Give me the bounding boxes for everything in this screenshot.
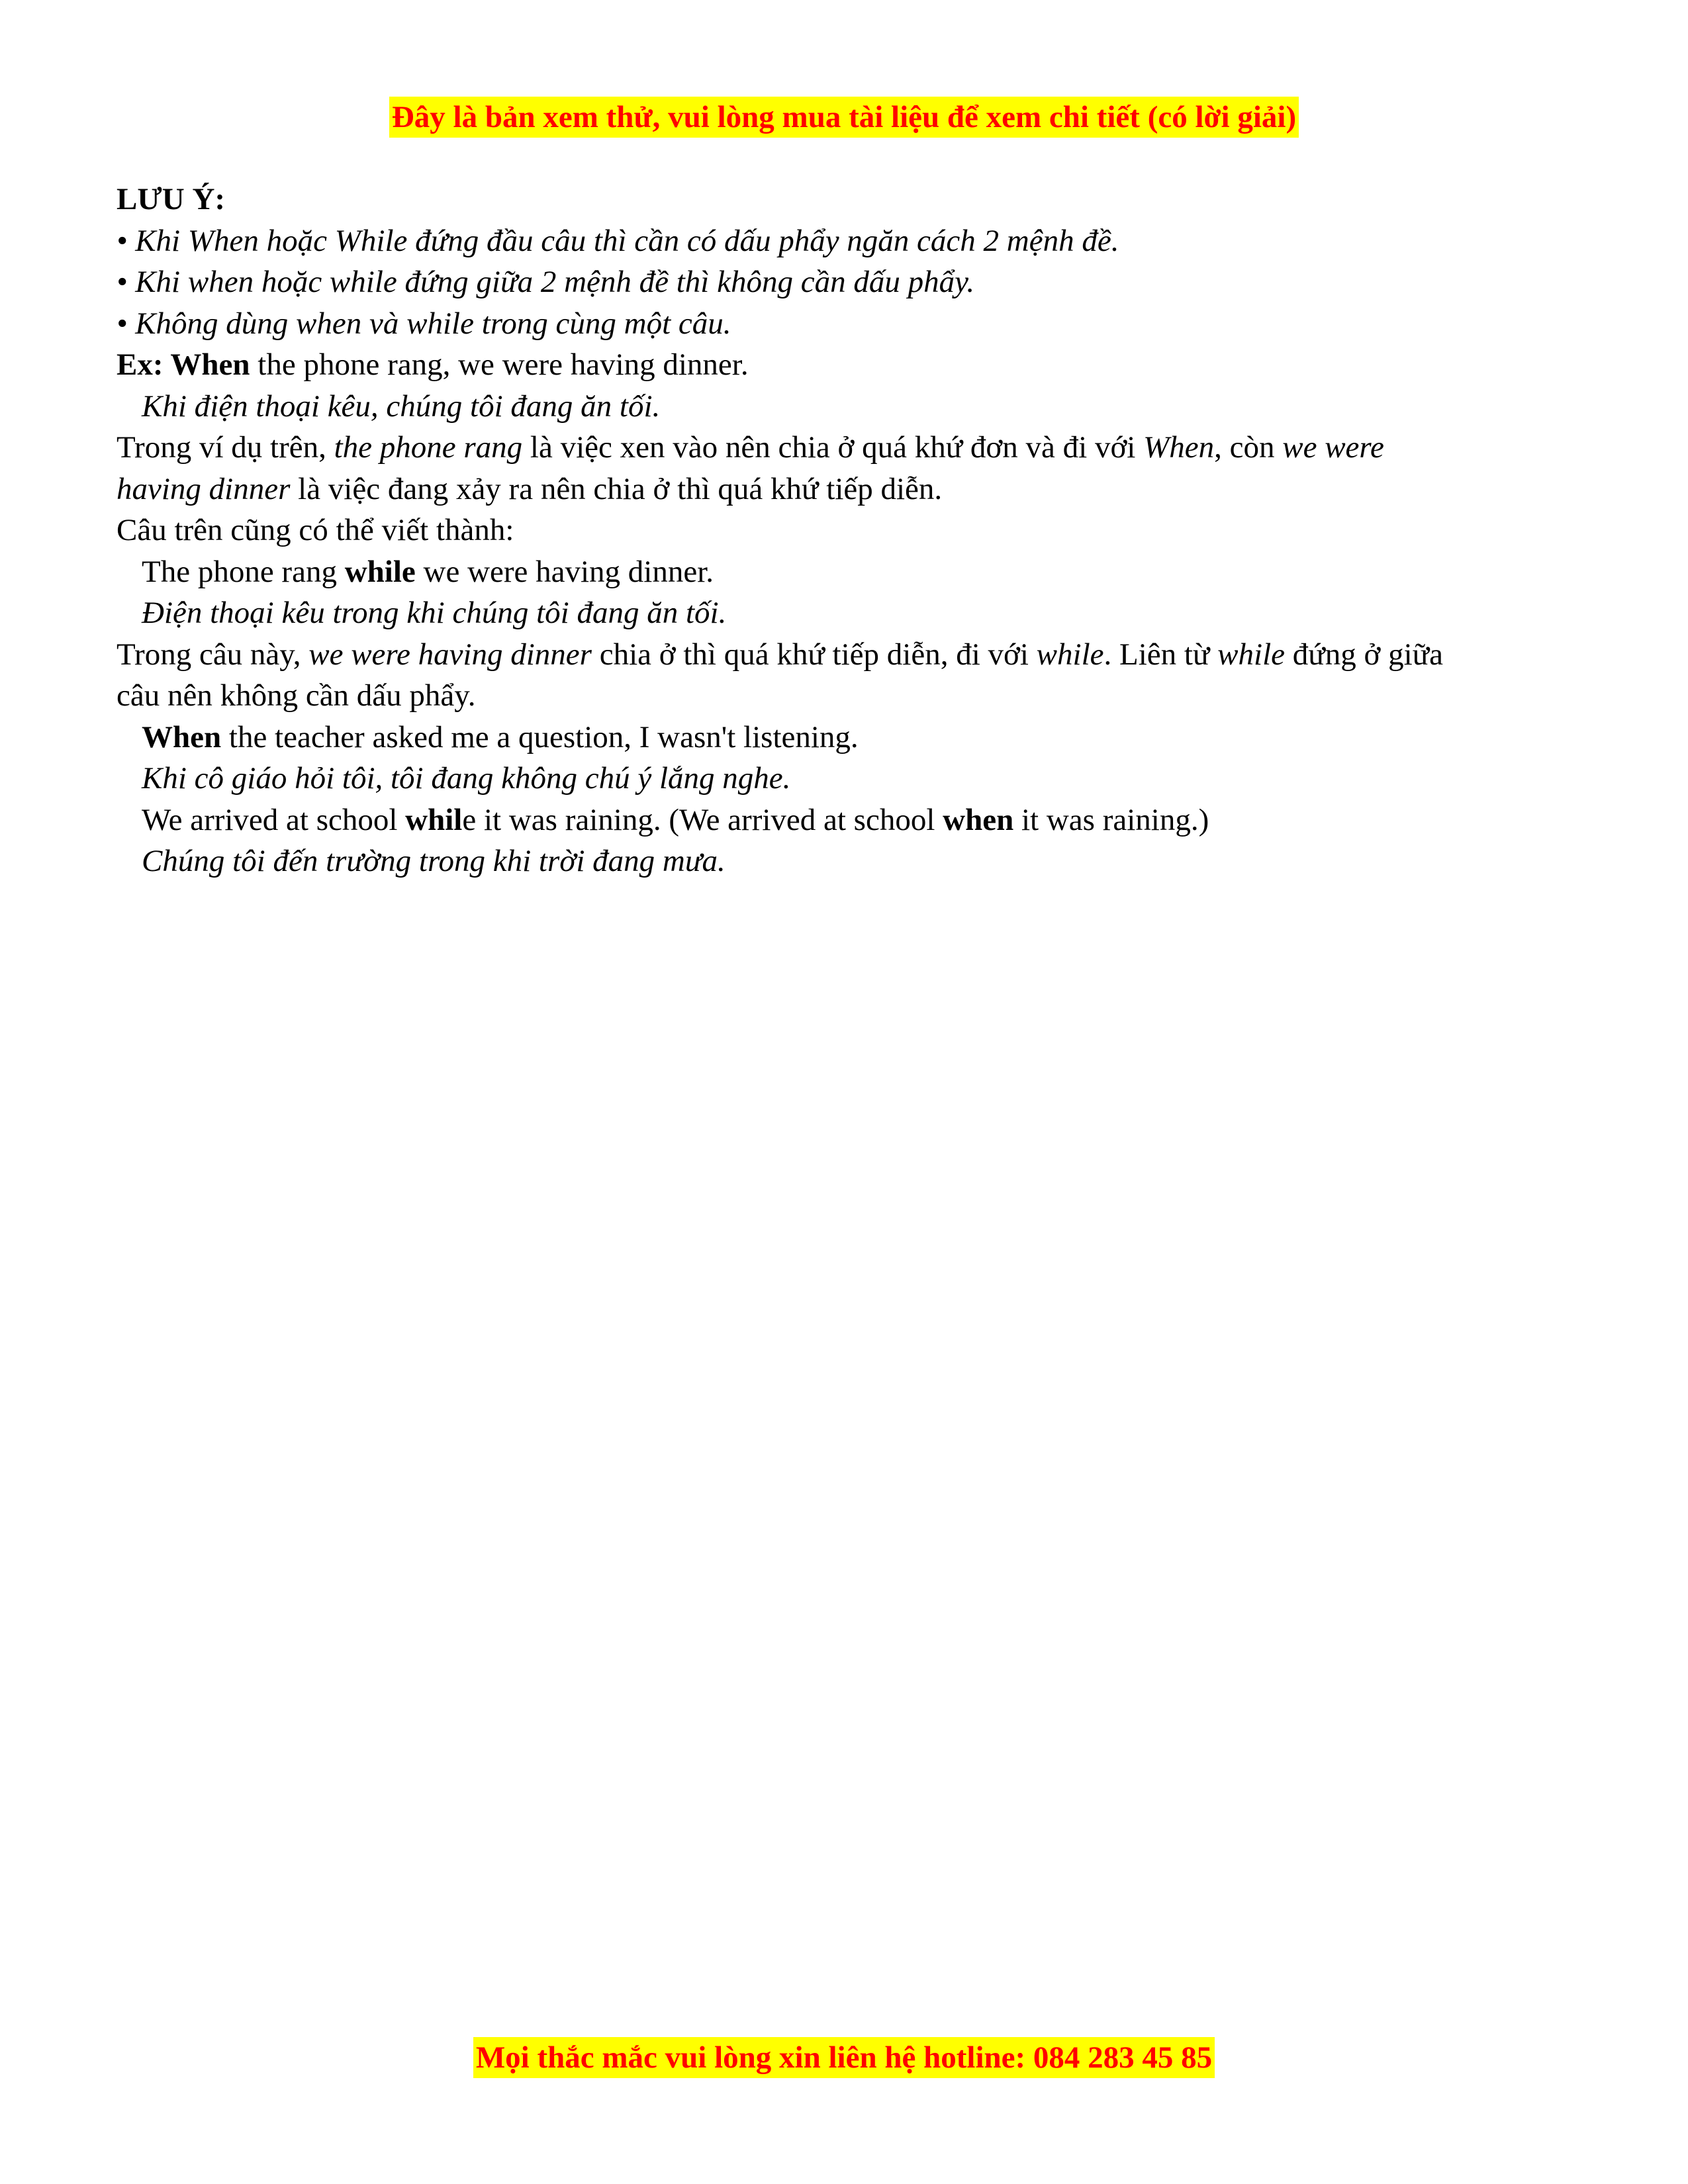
explanation-1-italic-phrase: having dinner [117, 471, 291, 506]
explanation-2-text: đứng ở giữa [1285, 637, 1443, 672]
example-2-text: we were having dinner. [415, 554, 714, 589]
header-notice-row [0, 97, 1688, 138]
bullet-no-comma-rule: • Khi when hoặc while đứng giữa 2 mệnh đề thì không cần dấu phẩy. [117, 265, 975, 299]
example-2-sentence [117, 551, 1571, 593]
explanation-2-text: Trong câu này, [117, 637, 309, 672]
example-3-sentence [117, 717, 1571, 758]
explanation-1-text: là việc đang xảy ra nên chia ở thì quá khứ tiếp diễn. [290, 471, 943, 506]
example-3-keyword: When [142, 719, 222, 754]
example-2-keyword: while [344, 554, 416, 589]
example-1-translation: Khi điện thoại kêu, chúng tôi đang ăn tối. [142, 388, 661, 424]
rewrite-intro: Câu trên cũng có thể viết thành: [117, 513, 514, 547]
example-4-text: e it was raining. (We arrived at school [462, 802, 943, 837]
explanation-1-text: là việc xen vào nên chia ở quá khứ đơn và đi với [522, 430, 1144, 465]
example-2-translation: Điện thoại kêu trong khi chúng tôi đang ăn tối. [142, 596, 727, 630]
example-1-rest: the phone rang, we were having dinner. [250, 347, 749, 382]
example-2-text: The phone rang [142, 554, 345, 589]
example-4-translation: Chúng tôi đến trường trong khi trời đang mưa. [142, 844, 726, 878]
explanation-2-italic-while: while [1217, 637, 1285, 672]
example-4-keyword: when [943, 802, 1014, 837]
example-3-text: the teacher asked me a question, I wasn't listening. [221, 719, 859, 754]
explanation-1-text: Trong ví dụ trên, [117, 430, 334, 465]
example-1-sentence [117, 344, 1571, 386]
explanation-2-italic-while: while [1036, 637, 1104, 672]
explanation-1-line-2 [117, 469, 1571, 510]
preview-notice-banner: Đây là bản xem thử, vui lòng mua tài liệu để xem chi tiết (có lời giải) [389, 97, 1299, 138]
example-4-sentence [117, 799, 1571, 841]
explanation-2-italic-phrase: we were having dinner [308, 637, 592, 672]
explanation-2-text: . Liên từ [1103, 637, 1218, 672]
example-prefix: Ex: [117, 347, 171, 382]
explanation-1-line-1 [117, 427, 1571, 469]
explanation-2-line-2: câu nên không cần dấu phẩy. [117, 678, 476, 713]
explanation-1-text: , còn [1214, 430, 1283, 465]
example-4-text: it was raining.) [1013, 802, 1209, 837]
explanation-2-line-1 [117, 634, 1571, 676]
bullet-comma-rule: • Khi When hoặc While đứng đầu câu thì cần có dấu phẩy ngăn cách 2 mệnh đề. [117, 223, 1119, 258]
note-title: LƯU Ý: [117, 182, 226, 216]
hotline-notice-banner: Mọi thắc mắc vui lòng xin liên hệ hotline: 084 283 45 85 [473, 2037, 1215, 2078]
example-3-translation: Khi cô giáo hỏi tôi, tôi đang không chú ý lắng nghe. [142, 761, 791, 796]
document-body [117, 179, 1571, 882]
footer-notice-row [0, 2037, 1688, 2078]
bullet-not-together-rule: • Không dùng when và while trong cùng một câu. [117, 306, 731, 341]
explanation-2-text: chia ở thì quá khứ tiếp diễn, đi với [591, 637, 1037, 672]
example-4-keyword-partial: whil [405, 802, 463, 837]
explanation-1-italic-phrase: the phone rang [334, 430, 523, 465]
example-1-keyword: When [170, 347, 250, 382]
example-4-text: We arrived at school [142, 802, 406, 837]
explanation-1-italic-phrase: we were [1282, 430, 1384, 465]
explanation-1-italic-when: When [1143, 430, 1215, 465]
